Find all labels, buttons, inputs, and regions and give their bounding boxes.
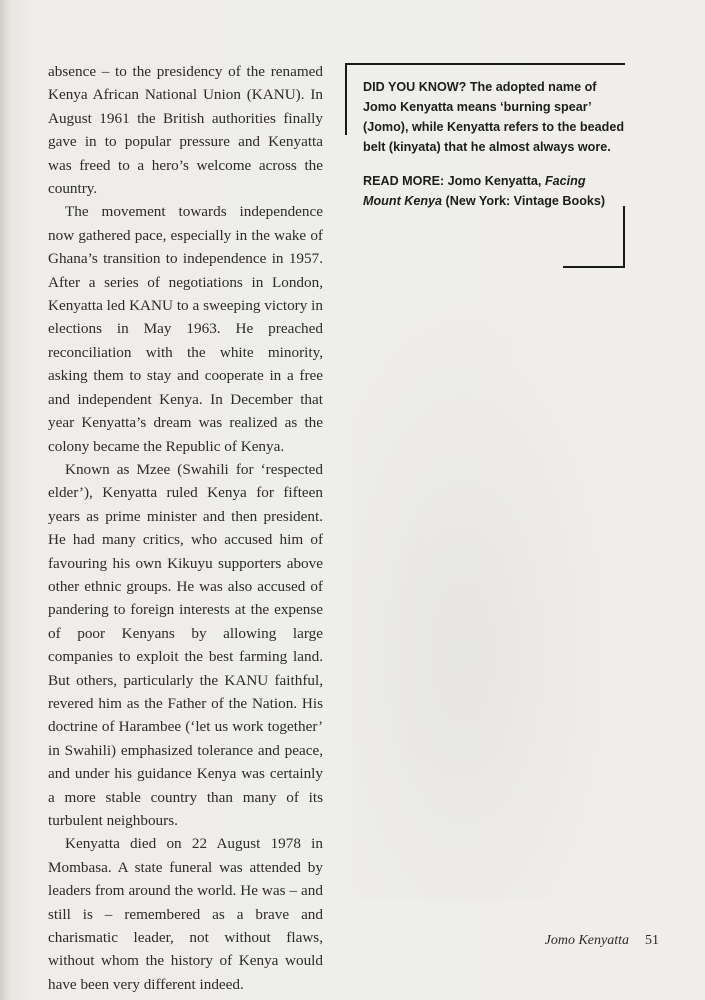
read-more-text [363,171,625,211]
did-you-know-text: DID YOU KNOW? The adopted name of Jomo Kenyatta means ‘burning spear’ (Jomo), while Kenyatta refers to the beaded belt (kinyata) that he almost always wore. [363,80,625,154]
read-more-title: Facing Mount Kenya [363,174,586,208]
read-more-prefix: READ MORE: Jomo Kenyatta, [363,174,545,188]
page-number: 51 [645,933,659,948]
paragraph-2: The movement towards independence now gathered pace, especially in the wake of Ghana’s transition to independence in 1957. After a series of negotiations in London, Kenyatta led KANU to a sweeping victory in elections in May 1963. He preached reconciliation with the white minority, asking them to stay and cooperate in a free and independent Kenya. In December that year Kenyatta’s dream was realized as the colony became the Republic of Kenya. [48,203,323,455]
sidebar-bottom-rule [563,266,625,268]
sidebar-content [363,77,625,211]
main-text-column [48,60,323,996]
sidebar-right-rule [623,206,625,268]
sidebar-left-rule [345,63,347,135]
sidebar-box [345,63,625,268]
paragraph-1: absence – to the presidency of the renamed Kenya African National Union (KANU). In August 1961 the British authorities finally gave in to popular pressure and Kenyatta was freed to a hero’s welcome across the country. [48,63,323,198]
running-title: Jomo Kenyatta [544,933,629,948]
paragraph-3: Known as Mzee (Swahili for ‘respected elder’), Kenyatta ruled Kenya for fifteen years as prime minister and then president. He had many critics, who accused him of favouring his own Kikuyu supporters above other ethnic groups. He was also accused of pandering to foreign interests at the expense of poor Kenyans by allowing large companies to exploit the best farming land. But others, particularly the KANU faithful, revered him as the Father of the Nation. His doctrine of Harambee (‘let us work together’ in Swahili) emphasized tolerance and peace, and under his guidance Kenya was certainly a more stable country than many of its turbulent neighbours. [48,460,323,829]
page-footer [545,933,659,949]
show-through-shadow [352,280,632,900]
paragraph-4: Kenyatta died on 22 August 1978 in Mombasa. A state funeral was attended by leaders from around the world. He was – and still is – remembered as a brave and charismatic leader, not without flaws, without whom the history of Kenya would have been very different indeed. [48,835,323,993]
sidebar-top-rule [345,63,625,65]
read-more-suffix: (New York: Vintage Books) [442,194,606,208]
